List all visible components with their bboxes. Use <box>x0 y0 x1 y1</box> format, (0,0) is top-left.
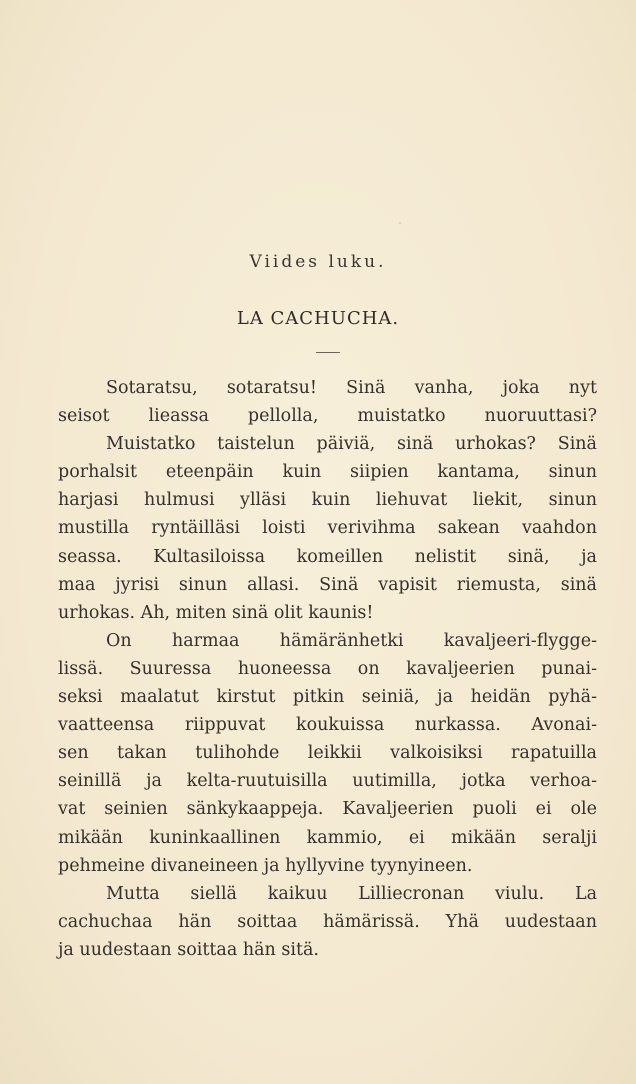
chapter-title: LA CACHUCHA. <box>236 308 400 329</box>
text-line: vat seinien sänkykaappeja. Kavaljeerien puoli ei ole <box>58 799 597 820</box>
text-line: cachuchaa hän soittaa hämärissä. Yhä uudestaan <box>58 911 597 932</box>
text-line: seassa. Kultasiloissa komeillen nelistit sinä, ja <box>58 546 597 567</box>
text-line: seisot lieassa pellolla, muistatko nuoruuttasi? <box>58 406 597 427</box>
text-line: porhalsit eteenpäin kuin siipien kantama, sinun <box>58 462 597 483</box>
text-line: mikään kuninkaallinen kammio, ei mikään seralji <box>58 827 597 848</box>
title-divider <box>316 352 340 353</box>
text-line: seksi maalatut kirstut pitkin seiniä, ja heidän pyhä- <box>58 687 597 708</box>
text-line: vaatteensa riippuvat koukuissa nurkassa. Avonai- <box>58 715 597 736</box>
text-line: maa jyrisi sinun allasi. Sinä vapisit riemusta, sinä <box>58 574 597 595</box>
text-line: Muistatko taistelun päiviä, sinä urhokas? Sinä <box>106 434 597 455</box>
text-line: On harmaa hämäränhetki kavaljeeri-flygge- <box>106 630 597 651</box>
paper-speck <box>399 222 401 224</box>
text-line: Sotaratsu, sotaratsu! Sinä vanha, joka nyt <box>106 378 597 398</box>
text-line: Mutta siellä kaikuu Lilliecronan viulu. La <box>106 883 597 904</box>
text-line: pehmeine divaneineen ja hyllyvine tyynyineen. <box>58 855 473 876</box>
text-line: seinillä ja kelta-ruutuisilla uutimilla, jotka verhoa- <box>58 771 597 792</box>
text-line: urhokas. Ah, miten sinä olit kaunis! <box>58 602 374 623</box>
text-line: ja uudestaan soittaa hän sitä. <box>58 939 319 960</box>
text-line: sen takan tulihohde leikkii valkoisiksi rapatuilla <box>58 743 597 764</box>
text-line: mustilla ryntäilläsi loisti verivihma sakean vaahdon <box>58 518 597 539</box>
body-text <box>58 374 597 964</box>
chapter-number: Viides luku. <box>249 252 387 272</box>
text-line: lissä. Suuressa huoneessa on kavaljeerien punai- <box>58 658 597 679</box>
text-line: harjasi hulmusi ylläsi kuin liehuvat liekit, sinun <box>58 490 597 511</box>
